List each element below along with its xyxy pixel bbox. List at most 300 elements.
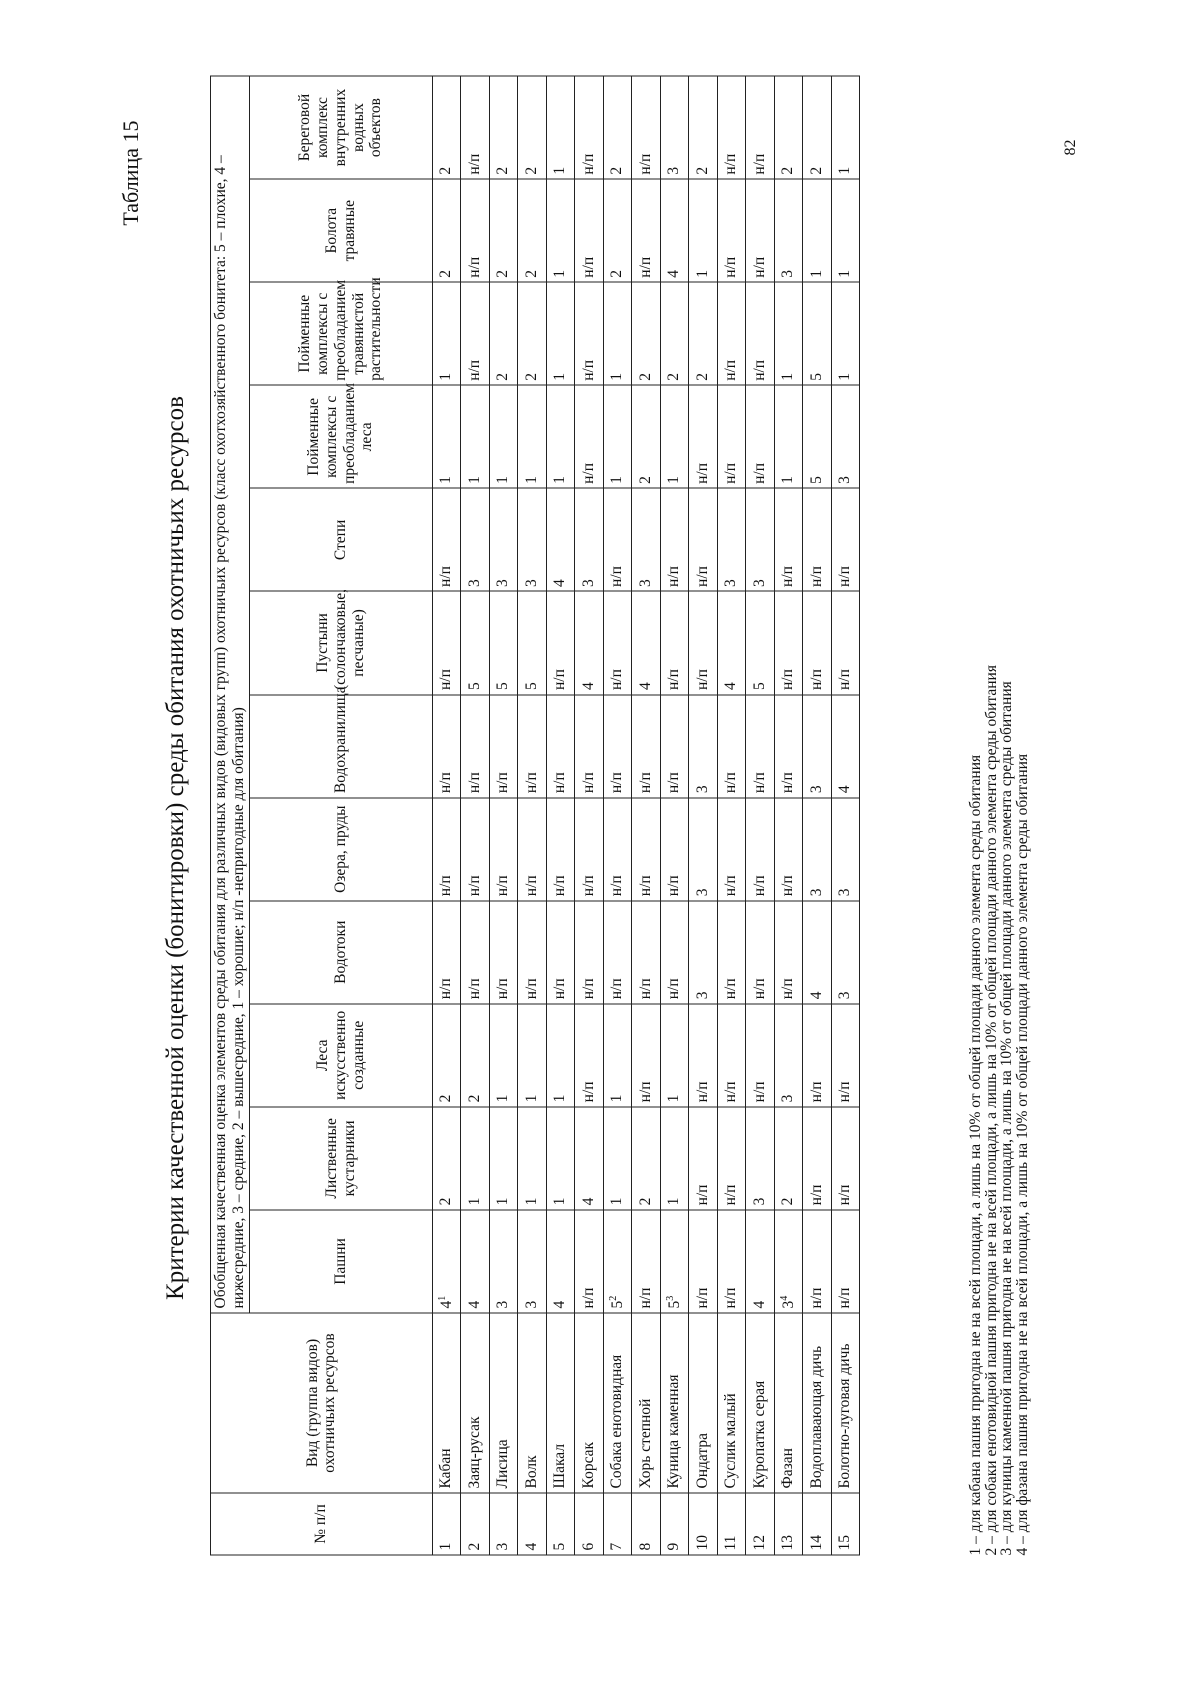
rating-cell <box>746 695 775 798</box>
column-header: Леса искусственно созданные <box>249 1004 432 1107</box>
rating-value: н/п <box>465 153 483 175</box>
rating-value: н/п <box>608 978 626 1000</box>
rating-value: н/п <box>836 1184 854 1206</box>
rating-cell <box>518 1004 547 1107</box>
species-name: Шакал <box>546 1313 575 1493</box>
rating-value: 2 <box>522 166 540 175</box>
rating-value: н/п <box>693 669 711 691</box>
table-row <box>660 76 689 1555</box>
column-header: Пустыни (солончаковые, песчаные) <box>249 591 432 694</box>
rating-value: 2 <box>608 166 626 175</box>
rating-cell <box>774 179 803 282</box>
rating-cell <box>831 901 860 1004</box>
column-header: Водохранилища <box>249 695 432 798</box>
column-header: Водотоки <box>249 901 432 1004</box>
species-name: Кабан <box>432 1313 461 1493</box>
rating-value: 3 <box>807 888 825 897</box>
rating-cell <box>803 695 832 798</box>
rating-cell <box>432 76 461 179</box>
rating-cell <box>489 695 518 798</box>
rating-value: 3 <box>780 1300 798 1309</box>
footnote-line: 2 – для собаки енотовидной пашня пригодна не на всей площади, а лишь на 10% от общей площади данного элемента среды обитания <box>982 665 1000 1556</box>
rating-value: н/п <box>750 978 768 1000</box>
rating-cell <box>632 282 661 385</box>
rating-cell <box>546 282 575 385</box>
rating-value: 1 <box>465 476 483 484</box>
rating-value: 1 <box>779 373 797 381</box>
rating-cell <box>746 798 775 901</box>
species-name: Куница каменная <box>660 1313 689 1493</box>
rating-value: 5 <box>750 682 768 691</box>
table-row <box>689 76 718 1555</box>
rating-value: н/п <box>807 1184 825 1206</box>
rating-value: 2 <box>693 373 711 381</box>
rating-value: н/п <box>636 978 654 1000</box>
rating-cell <box>746 282 775 385</box>
rating-cell <box>575 488 604 591</box>
rating-cell <box>518 901 547 1004</box>
rating-value: 1 <box>665 1197 683 1206</box>
rating-cell <box>689 179 718 282</box>
rating-value: 1 <box>522 1094 540 1103</box>
rating-value: н/п <box>722 1287 740 1309</box>
rating-value: н/п <box>437 875 455 897</box>
rating-cell <box>461 1210 490 1313</box>
rating-cell <box>689 76 718 179</box>
column-header: Пашни <box>249 1210 432 1313</box>
table-row <box>831 76 860 1555</box>
rating-value: 1 <box>551 166 569 175</box>
rating-value: н/п <box>608 669 626 691</box>
rating-cell <box>746 901 775 1004</box>
rating-value: 1 <box>522 1197 540 1206</box>
species-name: Фазан <box>774 1313 803 1493</box>
rating-value: 4 <box>836 785 854 794</box>
rating-value: 3 <box>693 785 711 794</box>
rating-value: 3 <box>779 269 797 278</box>
rating-value: 1 <box>551 373 569 381</box>
rating-cell <box>803 488 832 591</box>
table-row <box>803 76 832 1555</box>
row-number: 4 <box>518 1493 547 1555</box>
rating-value: 4 <box>579 1197 597 1206</box>
rating-value: 3 <box>522 1300 540 1309</box>
rating-cell <box>432 1107 461 1210</box>
rating-value: н/п <box>750 256 768 278</box>
rating-value: 1 <box>665 1094 683 1103</box>
rating-cell <box>660 1210 689 1313</box>
table-row <box>432 76 461 1555</box>
rating-cell <box>575 901 604 1004</box>
rating-value: н/п <box>437 566 455 587</box>
rating-cell <box>432 1210 461 1313</box>
bonitet-table <box>210 76 860 1556</box>
rating-cell <box>546 591 575 694</box>
rating-value: н/п <box>836 566 854 587</box>
column-header: Степи <box>249 488 432 591</box>
rating-value: н/п <box>750 1081 768 1103</box>
rating-cell <box>774 488 803 591</box>
rating-cell <box>831 76 860 179</box>
rating-cell <box>660 385 689 488</box>
rating-value: 1 <box>836 166 854 175</box>
header-group: Обобщенная качественная оценка элементов среды обитания для различных видов (видовых групп) охотничьих ресурсов (класс охотхозяйственного бонитета: 5 – плохие, 4 – нижесредние, 3 – средние, 2 – вышесредние, 1 – хорошие; н/п -непригодные для обитания) <box>211 76 250 1313</box>
rating-cell <box>461 76 490 179</box>
rating-cell <box>632 798 661 901</box>
rating-value: н/п <box>551 669 569 691</box>
rating-value: н/п <box>636 1081 654 1103</box>
rating-value: н/п <box>494 772 512 794</box>
rating-cell <box>518 385 547 488</box>
rating-cell <box>432 179 461 282</box>
rating-cell <box>717 695 746 798</box>
row-number: 1 <box>432 1493 461 1555</box>
species-name: Водоплавающая дичь <box>803 1313 832 1493</box>
rating-value: н/п <box>465 359 483 381</box>
rating-cell <box>546 798 575 901</box>
rating-value: н/п <box>750 359 768 381</box>
table-label: Таблица 15 <box>118 120 143 226</box>
rating-value: н/п <box>722 875 740 897</box>
rating-cell <box>603 901 632 1004</box>
rating-value: 4 <box>807 991 825 1000</box>
rating-value: 2 <box>437 166 455 175</box>
rating-cell <box>432 901 461 1004</box>
rating-value: н/п <box>722 153 740 175</box>
rating-cell <box>461 798 490 901</box>
rating-cell <box>831 1107 860 1210</box>
table-row <box>518 76 547 1555</box>
rating-value: н/п <box>579 256 597 278</box>
rating-cell <box>803 901 832 1004</box>
rating-value: 1 <box>779 476 797 484</box>
rating-cell <box>518 488 547 591</box>
rating-value: 2 <box>665 373 683 381</box>
rating-cell <box>746 488 775 591</box>
rating-cell <box>603 385 632 488</box>
rating-cell <box>575 179 604 282</box>
rating-cell <box>461 901 490 1004</box>
rating-cell <box>603 1004 632 1107</box>
rating-cell <box>689 798 718 901</box>
rating-value: н/п <box>722 256 740 278</box>
rating-cell <box>803 282 832 385</box>
rating-cell <box>546 901 575 1004</box>
rating-value: н/п <box>636 875 654 897</box>
rating-cell <box>432 385 461 488</box>
rating-value: н/п <box>551 978 569 1000</box>
rating-value: 1 <box>608 373 626 381</box>
rating-cell <box>831 488 860 591</box>
rating-cell <box>803 1004 832 1107</box>
rating-value: 3 <box>636 579 654 587</box>
rating-value: 3 <box>836 888 854 897</box>
rating-cell <box>831 385 860 488</box>
rating-cell <box>461 385 490 488</box>
table-row <box>546 76 575 1555</box>
rating-cell <box>432 798 461 901</box>
rating-value: н/п <box>836 669 854 691</box>
rating-cell <box>660 591 689 694</box>
rating-cell <box>489 901 518 1004</box>
rating-value: 2 <box>522 269 540 278</box>
species-name: Куропатка серая <box>746 1313 775 1493</box>
rating-value: н/п <box>722 462 740 484</box>
row-number: 7 <box>603 1493 632 1555</box>
rating-value: 3 <box>665 166 683 175</box>
rating-value: н/п <box>579 978 597 1000</box>
rating-cell <box>803 1210 832 1313</box>
rating-cell <box>432 695 461 798</box>
rating-value: 2 <box>494 166 512 175</box>
rating-value: 4 <box>636 682 654 691</box>
rating-cell <box>489 488 518 591</box>
rating-cell <box>518 591 547 694</box>
rating-cell <box>603 488 632 591</box>
row-number: 12 <box>746 1493 775 1555</box>
rating-value: 3 <box>579 579 597 587</box>
rating-cell <box>632 1004 661 1107</box>
rating-cell <box>575 798 604 901</box>
rating-value: 2 <box>636 1197 654 1206</box>
column-header: Береговой комплекс внутренних водных объектов <box>249 76 432 179</box>
rating-cell <box>546 179 575 282</box>
rating-value: 5 <box>609 1300 627 1309</box>
footnote-marker: 4 <box>778 1295 790 1301</box>
rating-value: 2 <box>465 1094 483 1103</box>
rating-value: н/п <box>807 566 825 587</box>
rating-value: н/п <box>665 875 683 897</box>
rating-cell <box>461 591 490 694</box>
rating-value: 1 <box>836 373 854 381</box>
rating-cell <box>489 385 518 488</box>
rating-value: н/п <box>750 875 768 897</box>
rating-cell <box>461 1107 490 1210</box>
rating-value: н/п <box>608 566 626 587</box>
rating-value: 3 <box>750 1197 768 1206</box>
rating-value: 3 <box>693 888 711 897</box>
rating-value: н/п <box>722 978 740 1000</box>
row-number: 13 <box>774 1493 803 1555</box>
species-name: Лисица <box>489 1313 518 1493</box>
rating-value: 3 <box>522 579 540 587</box>
rating-cell <box>774 798 803 901</box>
rating-value: 3 <box>465 579 483 587</box>
rating-value: 4 <box>665 269 683 278</box>
rating-value: 1 <box>494 1197 512 1206</box>
rating-value: 1 <box>494 476 512 484</box>
rating-cell <box>717 1107 746 1210</box>
rating-value: 2 <box>779 166 797 175</box>
rating-cell <box>774 1210 803 1313</box>
rating-value: 3 <box>750 579 768 587</box>
row-number: 5 <box>546 1493 575 1555</box>
rating-value: н/п <box>494 875 512 897</box>
header-species: Вид (группа видов) охотничьих ресурсов <box>211 1313 433 1493</box>
rating-value: н/п <box>693 566 711 587</box>
rating-cell <box>746 385 775 488</box>
rating-value: 1 <box>608 476 626 484</box>
rating-value: 1 <box>693 269 711 278</box>
footnote-line: 1 – для кабана пашня пригодна не на всей площади, а лишь на 10% от общей площади данного элемента среды обитания <box>967 754 984 1556</box>
rating-cell <box>489 1210 518 1313</box>
row-number: 10 <box>689 1493 718 1555</box>
rating-cell <box>717 282 746 385</box>
rating-cell <box>689 1004 718 1107</box>
rating-cell <box>746 1107 775 1210</box>
rating-cell <box>546 1210 575 1313</box>
rating-value: н/п <box>636 772 654 794</box>
rating-cell <box>518 179 547 282</box>
rating-cell <box>774 591 803 694</box>
rating-cell <box>461 488 490 591</box>
species-name: Суслик малый <box>717 1313 746 1493</box>
table-row <box>746 76 775 1555</box>
rating-value: н/п <box>522 978 540 1000</box>
footnote-line: 4 – для фазана пашня пригодна не на всей площади, а лишь на 10% от общей площади данного элемента среды обитания <box>1013 753 1031 1556</box>
rating-value: н/п <box>836 1081 854 1103</box>
rating-value: н/п <box>665 566 683 587</box>
rating-cell <box>689 1210 718 1313</box>
rating-cell <box>575 1210 604 1313</box>
rating-value: н/п <box>437 772 455 794</box>
row-number: 9 <box>660 1493 689 1555</box>
rating-value: н/п <box>807 1081 825 1103</box>
rating-cell <box>660 76 689 179</box>
rating-value: 5 <box>465 682 483 691</box>
rating-value: н/п <box>579 462 597 484</box>
rating-value: н/п <box>579 1081 597 1103</box>
rating-cell <box>518 1107 547 1210</box>
table-row <box>717 76 746 1555</box>
table-row <box>461 76 490 1555</box>
rating-cell <box>603 1210 632 1313</box>
rating-value: н/п <box>579 153 597 175</box>
page-number: 82 <box>1062 139 1079 156</box>
rating-value: 2 <box>693 166 711 175</box>
rating-value: 2 <box>494 269 512 278</box>
rating-cell <box>717 488 746 591</box>
rating-cell <box>632 385 661 488</box>
rating-value: 3 <box>693 991 711 1000</box>
rating-cell <box>489 591 518 694</box>
rating-cell <box>432 1004 461 1107</box>
rating-value: н/п <box>750 462 768 484</box>
rating-value: 3 <box>836 991 854 1000</box>
rating-value: н/п <box>551 772 569 794</box>
rating-value: 2 <box>437 1197 455 1206</box>
rating-value: 5 <box>807 373 825 381</box>
rating-cell <box>575 282 604 385</box>
rating-value: н/п <box>693 462 711 484</box>
rating-value: 4 <box>465 1300 483 1309</box>
footnote-marker: 2 <box>607 1295 619 1301</box>
rating-cell <box>489 179 518 282</box>
rating-cell <box>689 901 718 1004</box>
rating-cell <box>717 591 746 694</box>
rating-cell <box>432 591 461 694</box>
table-row <box>774 76 803 1555</box>
rating-value: н/п <box>465 978 483 1000</box>
rating-value: н/п <box>636 256 654 278</box>
row-number: 3 <box>489 1493 518 1555</box>
column-header: Озера, пруды <box>249 798 432 901</box>
rating-cell <box>746 179 775 282</box>
rating-cell <box>518 282 547 385</box>
rating-value: 2 <box>779 1197 797 1206</box>
rating-value: н/п <box>608 875 626 897</box>
rating-cell <box>774 695 803 798</box>
rating-cell <box>461 1004 490 1107</box>
rating-value: н/п <box>807 1287 825 1309</box>
header-num: № п/п <box>211 1493 433 1555</box>
rating-value: 1 <box>551 1197 569 1206</box>
rating-value: н/п <box>779 875 797 897</box>
rating-value: 1 <box>608 1197 626 1206</box>
rating-value: 4 <box>750 1300 768 1309</box>
rating-cell <box>717 1004 746 1107</box>
rating-cell <box>689 1107 718 1210</box>
rating-value: н/п <box>779 772 797 794</box>
rating-value: н/п <box>665 669 683 691</box>
rating-cell <box>603 591 632 694</box>
rating-cell <box>632 76 661 179</box>
rating-value: н/п <box>693 1081 711 1103</box>
rating-cell <box>746 1210 775 1313</box>
rating-cell <box>803 179 832 282</box>
rating-cell <box>546 488 575 591</box>
rating-cell <box>831 1004 860 1107</box>
rating-cell <box>632 591 661 694</box>
rating-value: 2 <box>494 373 512 381</box>
rating-value: 1 <box>551 476 569 484</box>
species-name: Собака енотовидная <box>603 1313 632 1493</box>
rating-cell <box>774 385 803 488</box>
rating-cell <box>603 798 632 901</box>
rating-cell <box>717 179 746 282</box>
rating-value: н/п <box>836 1287 854 1309</box>
rating-cell <box>489 1107 518 1210</box>
rating-value: 1 <box>836 269 854 278</box>
rating-cell <box>746 591 775 694</box>
rating-cell <box>546 695 575 798</box>
rating-cell <box>774 1004 803 1107</box>
rating-cell <box>518 76 547 179</box>
row-number: 15 <box>831 1493 860 1555</box>
rating-cell <box>803 1107 832 1210</box>
rating-cell <box>660 282 689 385</box>
rating-cell <box>831 179 860 282</box>
rating-value: 1 <box>465 1197 483 1206</box>
rating-cell <box>518 695 547 798</box>
rating-value: н/п <box>437 978 455 1000</box>
rating-cell <box>717 1210 746 1313</box>
rating-cell <box>831 695 860 798</box>
table-body <box>432 76 860 1555</box>
rating-cell <box>774 282 803 385</box>
rating-cell <box>660 798 689 901</box>
rating-cell <box>575 1107 604 1210</box>
rating-value: н/п <box>779 978 797 1000</box>
rating-cell <box>774 76 803 179</box>
rating-cell <box>717 901 746 1004</box>
row-number: 8 <box>632 1493 661 1555</box>
rating-cell <box>632 488 661 591</box>
rating-value: н/п <box>522 772 540 794</box>
rating-cell <box>831 591 860 694</box>
rating-cell <box>660 901 689 1004</box>
rating-value: н/п <box>465 772 483 794</box>
